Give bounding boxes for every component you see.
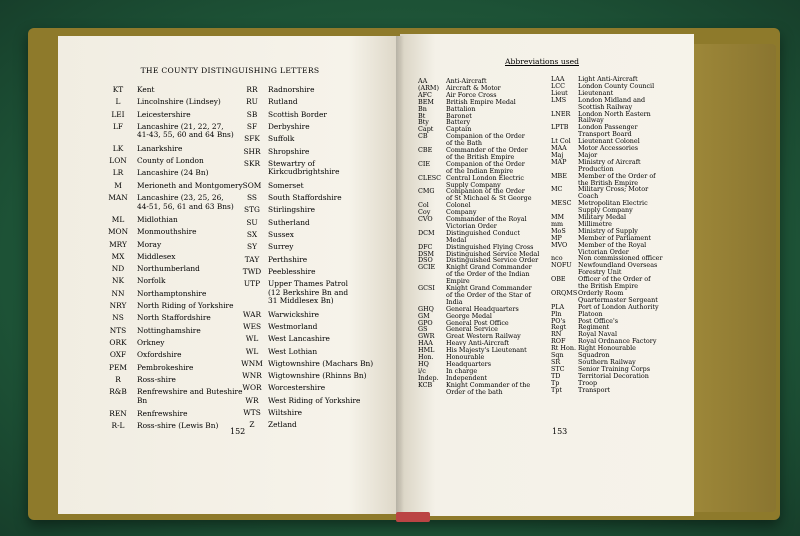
left-page (58, 36, 400, 514)
abbreviation-code: CIE (418, 159, 431, 168)
county-name: Northamptonshire (137, 288, 207, 298)
county-code: KT (112, 85, 124, 94)
county-name: Lancashire (21, 22, 27, 41-43, 55, 60 and 64 Bns) (137, 121, 234, 140)
county-code: RU (246, 97, 258, 107)
county-name: Lincolnshire (Lindsey) (137, 97, 221, 107)
county-code: M (114, 180, 122, 190)
abbreviation-meaning: Member of the Order of the British Empire (578, 171, 656, 187)
abbreviation-meaning: Knight Grand Commander of the Order of the Star of India (446, 284, 532, 306)
county-name: South Staffordshire (268, 193, 342, 202)
county-name: Zetland (268, 420, 297, 430)
county-name: Peeblesshire (268, 266, 316, 276)
county-name: Perthshire (268, 254, 308, 264)
county-name: Shropshire (268, 146, 310, 156)
county-code: SY (247, 242, 257, 252)
county-name: Stirlingshire (268, 205, 315, 215)
county-code: WNR (242, 371, 262, 381)
county-code: WOR (242, 383, 262, 393)
county-code: LK (112, 143, 124, 153)
abbreviation-meaning: Distinguished Flying Cross Distinguished Service Medal Distinguished Service Order Knight Grand Commander of the Order of the Indian Empire (446, 242, 540, 286)
abbreviation-code: OBE (551, 275, 566, 284)
county-code: WNM (241, 358, 263, 368)
county-name: Midlothian (137, 214, 178, 224)
county-name: Northumberland (137, 264, 200, 274)
county-name: Nottinghamshire (137, 325, 201, 335)
county-code: SX (246, 229, 258, 239)
county-name: Stewartry of Kirkcudbrightshire (268, 158, 340, 177)
abbreviation-meaning: London North Eastern Railway (578, 109, 651, 125)
county-code: PEM (109, 362, 127, 372)
county-code: OXF (109, 350, 127, 360)
county-name: Oxfordshire (137, 350, 182, 360)
county-name: Moray (137, 239, 162, 249)
county-name: Wigtownshire (Machars Bn) (268, 358, 374, 368)
county-code: SS (247, 193, 257, 202)
abbreviation-code: LAA LCC Lieut LMS (551, 75, 568, 104)
abbreviation-code: CLESC (418, 173, 442, 182)
county-code: ML (111, 214, 125, 224)
abbreviation-code: GHQ GM GPO GS GWR HAA HML Hon. HQ i/c Indep. KCB (418, 304, 439, 389)
county-name: Orkney (137, 337, 165, 347)
county-name: Rutland (268, 97, 298, 107)
county-code: Z (249, 420, 255, 430)
county-name: Monmouthshire (137, 227, 197, 237)
county-name: Pembrokeshire (137, 362, 194, 372)
abbreviation-meaning: Companion of the Order of the Indian Empire (446, 159, 525, 175)
county-code: REN (109, 409, 127, 418)
county-name: Lancashire (23, 25, 26, 44-51, 56, 61 and 63 Bns) (137, 193, 234, 211)
bookmark-ribbon (396, 512, 430, 522)
abbreviation-code: MESC (551, 199, 572, 208)
abbreviation-meaning: Colonel Company Commander of the Royal Victorian Order (446, 201, 527, 230)
county-code: MON (107, 227, 129, 237)
abbreviation-meaning: Lieutenant Colonel Motor Accessories Major Ministry of Aircraft Production (578, 137, 641, 173)
county-code: ORK (109, 337, 127, 347)
abbreviation-code: Lt Col MAA Maj MAP (551, 137, 571, 166)
abbreviation-code: GCSI (418, 284, 435, 292)
abbreviation-meaning: Orderly Room Quartermaster Sergeant (578, 288, 658, 304)
county-code: NK (112, 276, 124, 286)
abbreviation-code: Col Coy CVO (418, 201, 433, 223)
abbreviation-code: LPTB (551, 123, 569, 132)
abbreviation-meaning: Distinguished Conduct Medal (446, 228, 520, 244)
county-code: MX (111, 251, 125, 261)
county-code: SF (246, 121, 258, 131)
abbreviation-code: CMG (418, 187, 435, 196)
county-name: Somerset (268, 180, 304, 190)
abbreviation-meaning: Central London Electric Supply Company (446, 173, 524, 189)
county-name: West Lancashire (268, 334, 330, 344)
county-code: SKR (243, 158, 261, 168)
book-cover-edge (680, 44, 776, 512)
county-name: Ross-shire (Lewis Bn) (137, 421, 219, 431)
abbreviation-code: LNER (551, 109, 571, 118)
county-name: West Lothian (268, 346, 318, 356)
county-code: NS (112, 313, 124, 323)
county-code: SU (246, 217, 258, 227)
abbreviation-code: PLA Pln PO's Regt RN ROF Rt Hon. Sqn SR STC TD Tp Tpt (551, 302, 576, 394)
county-code: WAR (242, 309, 262, 319)
county-name: Upper Thames Patrol (12 Berkshire Bn and 31 Middlesex Bn) (268, 279, 349, 306)
abbreviation-meaning: Military Cross; Motor Coach (578, 185, 649, 201)
county-name: Kent (137, 85, 155, 94)
county-code: SB (246, 109, 258, 119)
county-name: Wiltshire (268, 408, 302, 417)
abbreviation-meaning: Military Medal Millimetre Ministry of Supply Member of Parliament Member of the Royal Victorian Order (578, 213, 651, 256)
county-code: STG (244, 205, 260, 215)
county-name: Warwickshire (268, 309, 320, 319)
abbreviation-code: DFC DSM DSO GCIE (418, 242, 436, 272)
abbreviation-code: AA (ARM) AFC BEM Bn Bt Bty Capt CB (418, 77, 439, 141)
abbreviation-meaning: Commander of the Order of the British Empire (446, 146, 528, 161)
page-title-right: Abbreviations used (505, 57, 579, 66)
county-code: R&B (109, 387, 127, 397)
page-title-left: THE COUNTY DISTINGUISHING LETTERS (140, 66, 320, 75)
county-code: RR (246, 85, 258, 94)
county-code: TWD (242, 266, 262, 276)
county-code: R (115, 374, 121, 384)
county-code: WTS (243, 408, 261, 417)
county-name: North Riding of Yorkshire (137, 301, 234, 310)
county-code: NTS (109, 325, 127, 335)
county-name: Radnorshire (268, 85, 315, 94)
page-number-right: 153 (552, 427, 568, 436)
abbreviation-meaning: Port of London Authority Platoon Post Office's Regiment Royal Naval Royal Ordnance Factory Right Honourable Squadron Southern Railway Senior Training Corps Territorial Decoration Troop Transport (578, 302, 659, 394)
county-name: Norfolk (137, 276, 166, 286)
county-name: Renfrewshire (137, 409, 188, 418)
county-name: Ross-shire (137, 374, 176, 384)
abbreviation-meaning: London Passenger Transport Board (578, 123, 638, 139)
book-spine (396, 36, 404, 514)
county-code: UTP (243, 279, 261, 289)
county-name: Sutherland (268, 217, 310, 227)
county-code: WL (245, 346, 259, 356)
abbreviation-meaning: Companion of the Order of St Michael & St George (446, 187, 532, 203)
county-name: Middlesex (137, 251, 176, 261)
county-name: Wigtownshire (Rhinns Bn) (268, 371, 367, 381)
county-name: Renfrewshire and Buteshire Bn (137, 387, 243, 405)
abbreviation-meaning: Light Anti-Aircraft London County Council Lieutenant London Midland and Scottish Railway (578, 75, 655, 111)
county-code: ND (111, 264, 125, 274)
county-code: L (115, 97, 121, 107)
page-number-left: 152 (230, 427, 246, 436)
abbreviation-meaning: Metropolitan Electric Supply Company (578, 199, 648, 215)
county-name: West Riding of Yorkshire (268, 395, 361, 405)
abbreviation-code: DCM (418, 228, 435, 237)
county-code: SOM (242, 180, 262, 190)
county-name: County of London (137, 156, 204, 166)
county-name: Lanarkshire (137, 143, 183, 153)
county-name: Leicestershire (137, 109, 191, 119)
county-code: MAN (108, 193, 128, 202)
county-code: SFK (244, 134, 260, 144)
abbreviation-meaning: Anti-Aircraft Aircraft & Motor Air Force Cross British Empire Medal Battalion Baronet Battery Captain Companion of the Order of the Bath (446, 77, 525, 148)
county-code: NN (111, 288, 125, 298)
abbreviation-meaning: Non commissioned officer Newfoundland Overseas Forestry Unit (578, 254, 663, 277)
county-name: Worcestershire (268, 383, 326, 393)
county-code: MRY (109, 239, 127, 249)
county-name: Westmorland (268, 321, 318, 331)
county-code: R-L (111, 421, 125, 431)
county-code: WL (245, 334, 259, 344)
county-name: Surrey (268, 242, 294, 252)
abbreviation-meaning: Officer of the Order of the British Empire (578, 275, 651, 290)
county-code: NRY (109, 301, 127, 310)
abbreviation-code: ORQMS (551, 288, 578, 297)
county-name: Derbyshire (268, 121, 310, 131)
county-name: Sussex (268, 229, 294, 239)
county-code: LR (112, 168, 124, 178)
county-name: Scottish Border (268, 109, 327, 119)
county-code: LEI (111, 109, 125, 119)
county-name: North Staffordshire (137, 313, 211, 323)
county-code: TAY (244, 254, 260, 264)
county-name: Suffolk (268, 134, 295, 144)
abbreviation-code: nco NOFU (551, 254, 572, 270)
county-code: SHR (243, 146, 261, 156)
county-code: LON (109, 156, 127, 166)
county-code: WR (245, 395, 259, 405)
abbreviation-meaning: General Headquarters George Medal General Post Office General Service Great Western Railway Heavy Anti-Aircraft His Majesty's Lieutenant Honourable Headquarters In charge Independent Knight Commander of the Order of the bath (446, 304, 531, 396)
county-name: Lancashire (24 Bn) (137, 168, 209, 178)
county-code: WES (242, 321, 262, 331)
abbreviation-code: MM mm MoS MP MVO (551, 213, 568, 249)
abbreviation-code: MBE (551, 171, 567, 180)
abbreviation-code: MC (551, 185, 563, 194)
county-code: LF (112, 121, 124, 131)
county-name: Merioneth and Montgomery (137, 180, 243, 190)
abbreviation-code: CBE (418, 146, 433, 154)
